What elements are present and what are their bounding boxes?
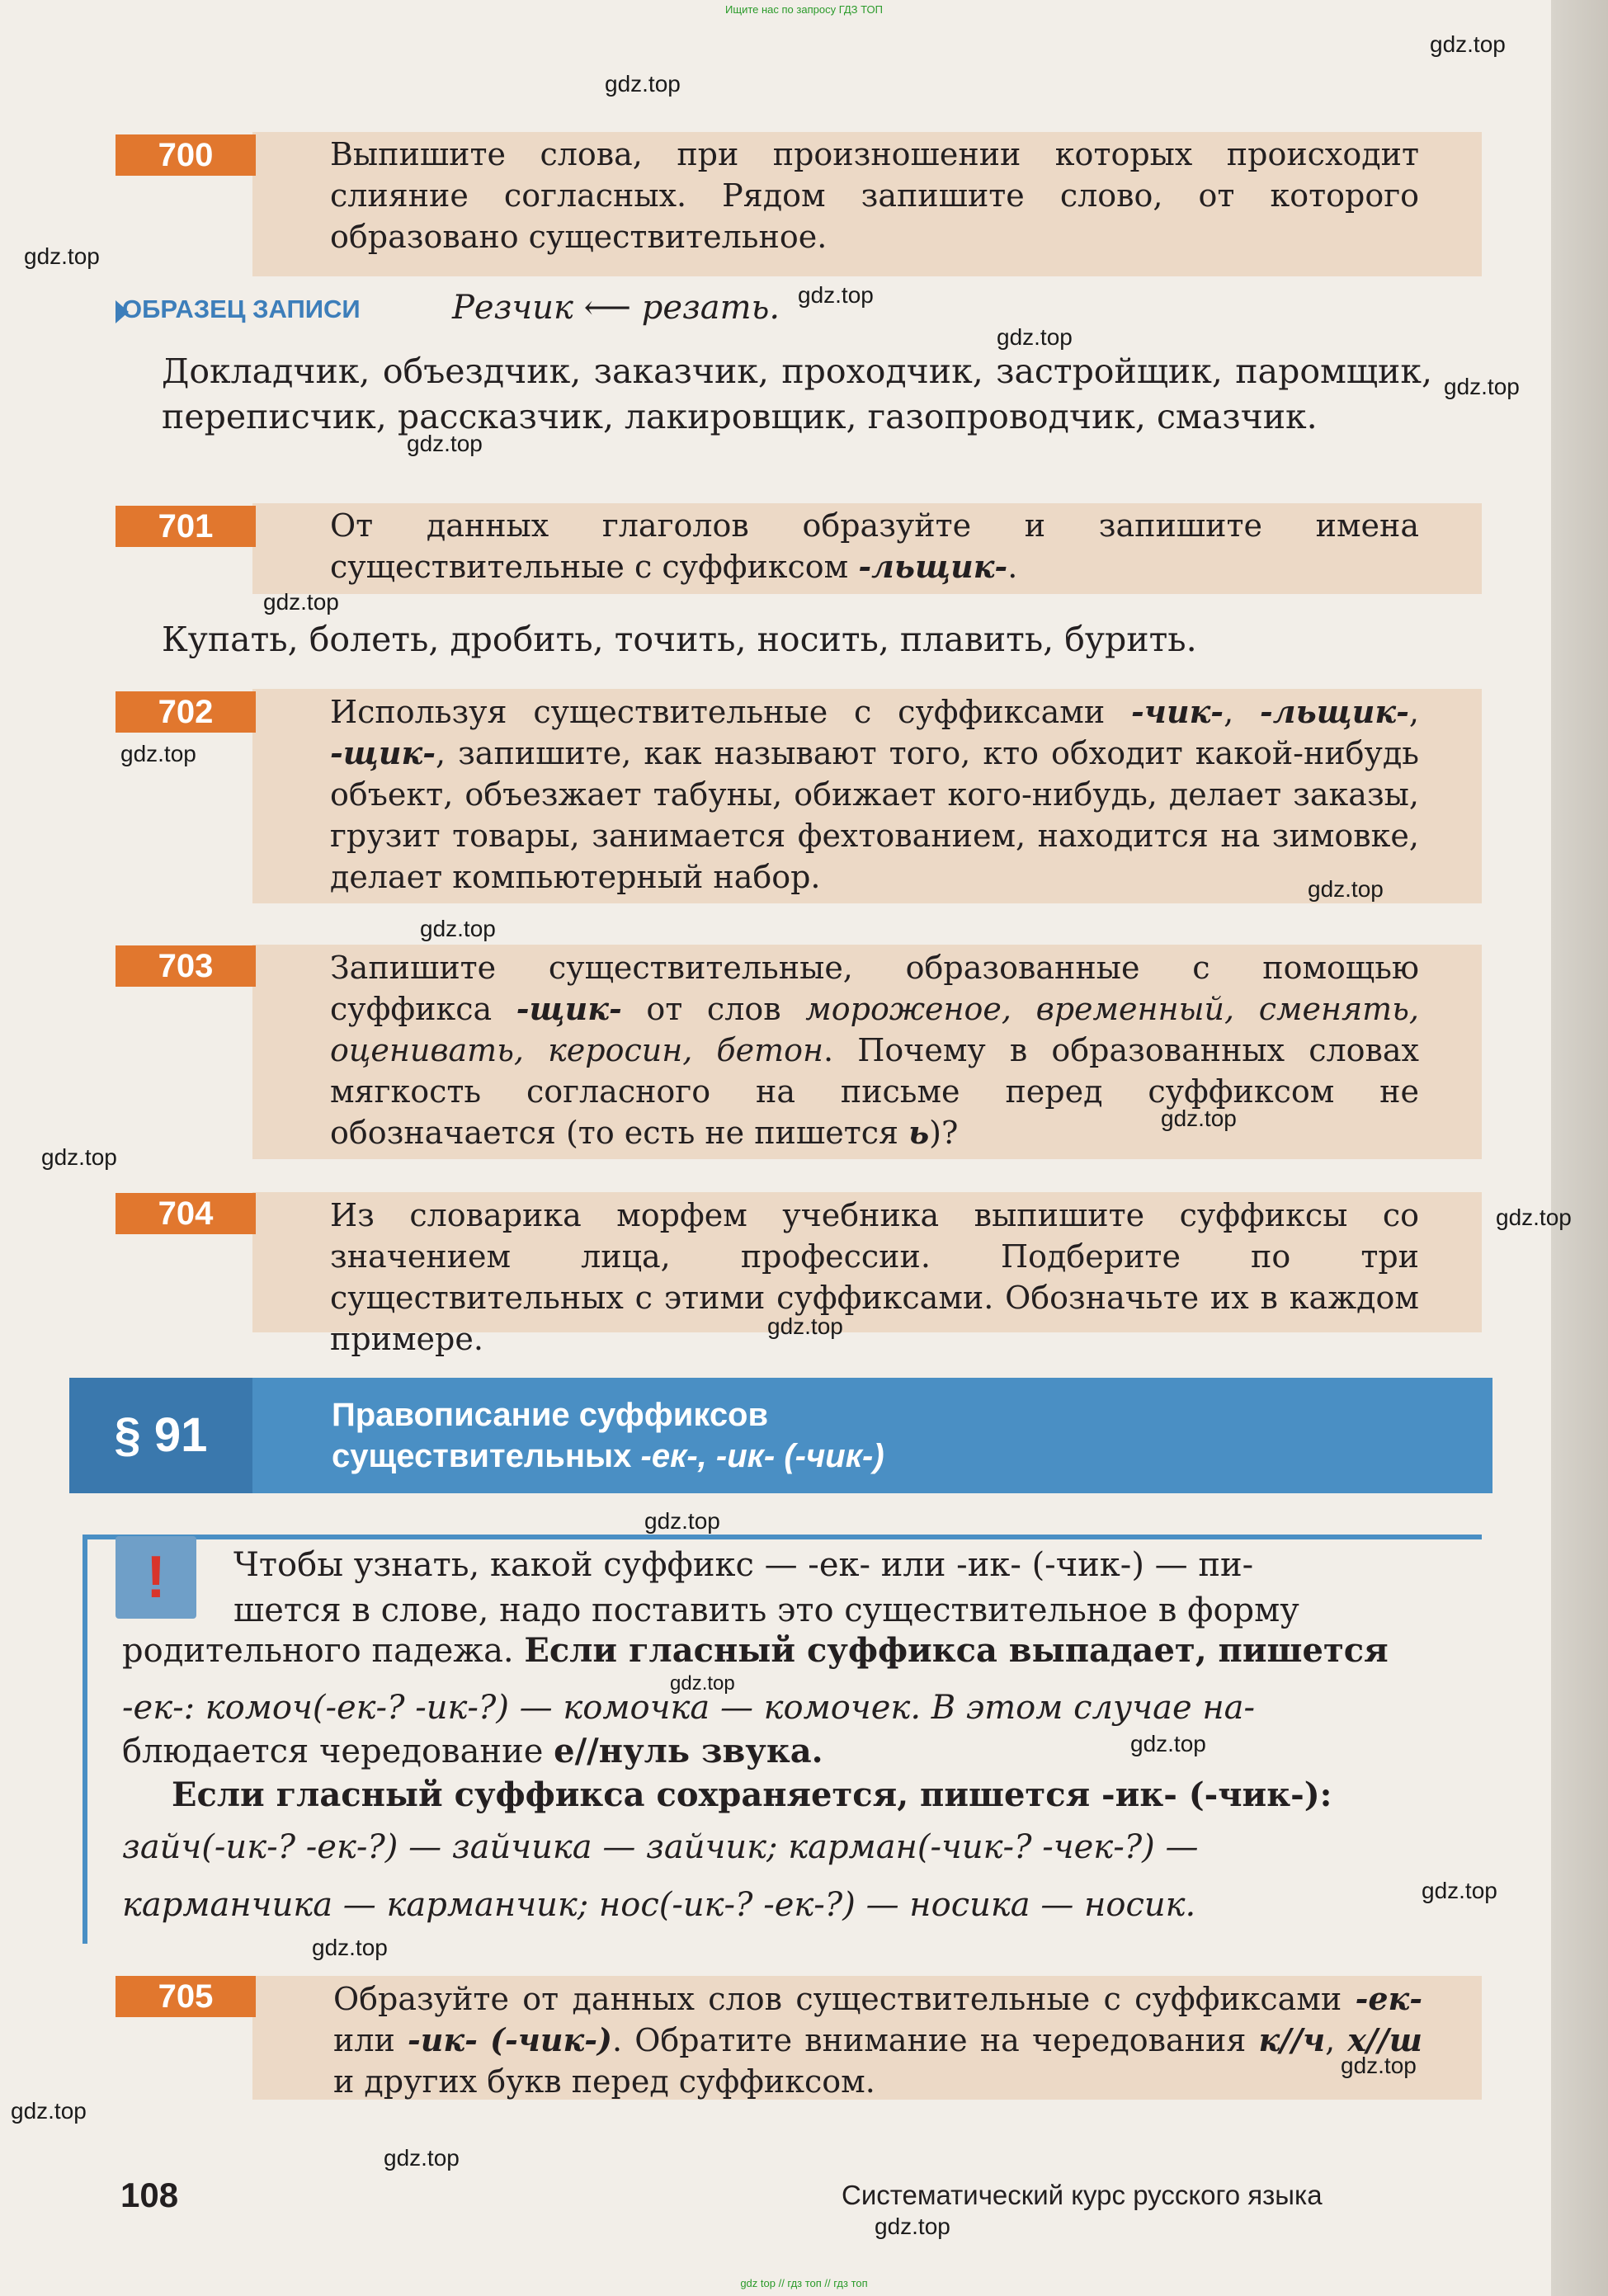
watermark: gdz.top [1161,1106,1237,1131]
exercise-702-suffix-2: -льщик- [1260,693,1409,730]
exercise-700-number: 700 [116,134,256,176]
bottom-note: gdz top // гдз топ // гдз топ [740,2277,868,2289]
exercise-703-post: . Почему в образованных словах мягкость согласного на письме перед суффиксом не обозначается (то есть не пишется [330,1032,1419,1151]
exercise-705-alt1: к//ч [1258,2021,1326,2058]
exercise-703-words: мороженое, временный, сменять, оценивать, керосин, бетон [330,991,1419,1068]
section-title-suffixes: -ек-, -ик- (-чик-) [640,1438,884,1474]
exercise-705-number: 705 [116,1976,256,2017]
page-edge [1551,0,1608,2296]
exercise-701-post: . [1007,549,1018,585]
rule-line-6: Если гласный суффикса сохраняется, пишется -ик- (-чик-): [172,1775,1332,1814]
section-title-line1: Правописание суффиксов [332,1397,769,1433]
exercise-702-suffix-1: -чик- [1131,693,1224,730]
top-note: Ищите нас по запросу ГДЗ ТОП [725,3,883,16]
watermark: gdz.top [798,282,874,308]
words-701: Купать, болеть, дробить, точить, носить, плавить, бурить. [162,620,1197,659]
sample-label: ОБРАЗЕЦ ЗАПИСИ [122,295,361,323]
watermark: gdz.top [670,1672,735,1695]
exercise-703-text [330,947,1419,1153]
watermark: gdz.top [997,324,1073,350]
exercise-702-pre: Используя существительные с суффиксами [330,694,1132,730]
exercise-704-number: 704 [116,1193,256,1234]
section-title [332,1394,884,1477]
rule-line-1: Чтобы узнать, какой суффикс — -ек- или -ик- (-чик-) — пи- [233,1546,1254,1584]
watermark: gdz.top [384,2145,460,2171]
exercise-703-number: 703 [116,945,256,987]
page-number: 108 [120,2176,179,2214]
exercise-705-s2: -ик- [407,2021,478,2058]
watermark: gdz.top [1130,1731,1206,1756]
rule-line-3 [122,1628,1389,1674]
exercise-702-text: Используя существительные с суффиксами -чик-, -льщик-, -щик-, запишите, как называют того, кто обходит какой-нибудь объект, объезжает табуны, обижает кого-нибудь, делает заказы, грузит товары, занимается фехтованием, находится на зимовке, делает компьютерный набор. [330,693,1419,895]
exercise-702-number: 702 [116,691,256,733]
watermark: gdz.top [644,1508,720,1534]
rule-line-5-plain: блюдается чередование [122,1733,554,1770]
exercise-701-suffix: -льщик- [858,548,1008,585]
watermark: gdz.top [41,1144,117,1170]
exercise-702-post: , запишите, как называют того, кто обходит какой-нибудь объект, объезжает табуны, обижает кого-нибудь, делает заказы, грузит товары, занимается фехтованием, находится на зимовке, делает компьютерный набор. [330,735,1419,895]
exclamation-icon: ! [146,1544,166,1610]
exercise-703-pre: Запишите существительные, образованные с помощью суффикса [330,950,1419,1027]
watermark: gdz.top [11,2098,87,2124]
exercise-702-suffix-3: -щик- [330,734,436,771]
watermark: gdz.top [1308,876,1384,902]
rule-line-7: зайч(-ик-? -ек-?) — зайчика — зайчик; карман(-чик-? -чек-?) — [122,1828,1199,1866]
exercise-705-pre: Образуйте от данных слов существительные с суффиксами [333,1981,1356,2017]
exercise-705-mid: . Обратите внимание на чередования [612,2022,1259,2058]
exercise-700-text: Выпишите слова, при произношении которых происходит слияние согласных. Рядом запишите слово, от которого образовано существительное. [330,136,1419,255]
exercise-701-pre: От данных глаголов образуйте и запишите имена существительные с суффиксом [330,507,1419,585]
footer-title: Систематический курс русского языка [842,2180,1323,2210]
rule-line-3-plain: родительного падежа. [122,1632,525,1670]
sample-text: Резчик ⟵ резать. [452,289,780,327]
watermark: gdz.top [767,1313,843,1339]
rule-line-4: -ек-: комоч(-ек-? -ик-?) — комочка — комочек. В этом случае на- [122,1689,1256,1727]
exercise-705-s3: (-чик-) [490,2021,613,2058]
rule-line-2: шется в слове, надо поставить это существительное в форму [233,1591,1299,1629]
watermark: gdz.top [407,431,483,456]
section-number: § 91 [69,1378,252,1493]
rule-line-5 [122,1728,823,1775]
exercise-703-suffix: -щик- [516,990,622,1027]
watermark: gdz.top [1341,2053,1417,2078]
watermark: gdz.top [1444,374,1520,399]
exercise-703-letter: ь [908,1114,930,1151]
exercise-701-number: 701 [116,506,256,547]
rule-line-5-bold: е//нуль звука. [554,1732,823,1770]
watermark: gdz.top [312,1935,388,1960]
watermark: gdz.top [875,2213,950,2239]
watermark: gdz.top [1430,31,1506,57]
exercise-705-text: Образуйте от данных слов существительные с суффиксами -ек- или -ик- (-чик-). Обратите внимание на чередования к//ч, х//ш и других букв перед суффиксом. [333,1980,1422,2100]
exercise-701-text [330,505,1419,587]
section-title-line2: существительных [332,1438,641,1474]
watermark: gdz.top [1496,1205,1572,1230]
rule-line-3-bold: Если гласный суффикса выпадает, пишется [524,1631,1389,1670]
exercise-703-mid: от слов [621,991,806,1027]
watermark: gdz.top [24,243,100,269]
watermark: gdz.top [263,589,339,615]
exercise-705-post: и других букв перед суффиксом. [333,2063,875,2100]
exercise-705-s1: -ек- [1355,1980,1422,2017]
watermark: gdz.top [420,916,496,941]
watermark: gdz.top [120,741,196,766]
watermark: gdz.top [605,71,681,97]
exercise-704-text: Из словарика морфем учебника выпишите суффиксы со значением лица, профессии. Подберите по три существительных с этими суффиксами. Обозначьте их в каждом примере. [330,1197,1419,1357]
rule-line-8: карманчика — карманчик; нос(-ик-? -ек-?) — носика — носик. [122,1886,1196,1924]
words-700: Докладчик, объездчик, заказчик, проходчик, застройщик, паромщик, переписчик, рассказчик, лакировщик, газопроводчик, смазчик. [162,351,1432,436]
watermark: gdz.top [1422,1878,1497,1903]
exercise-705-alt2: х//ш [1347,2021,1422,2058]
exercise-703-end: )? [929,1115,959,1151]
